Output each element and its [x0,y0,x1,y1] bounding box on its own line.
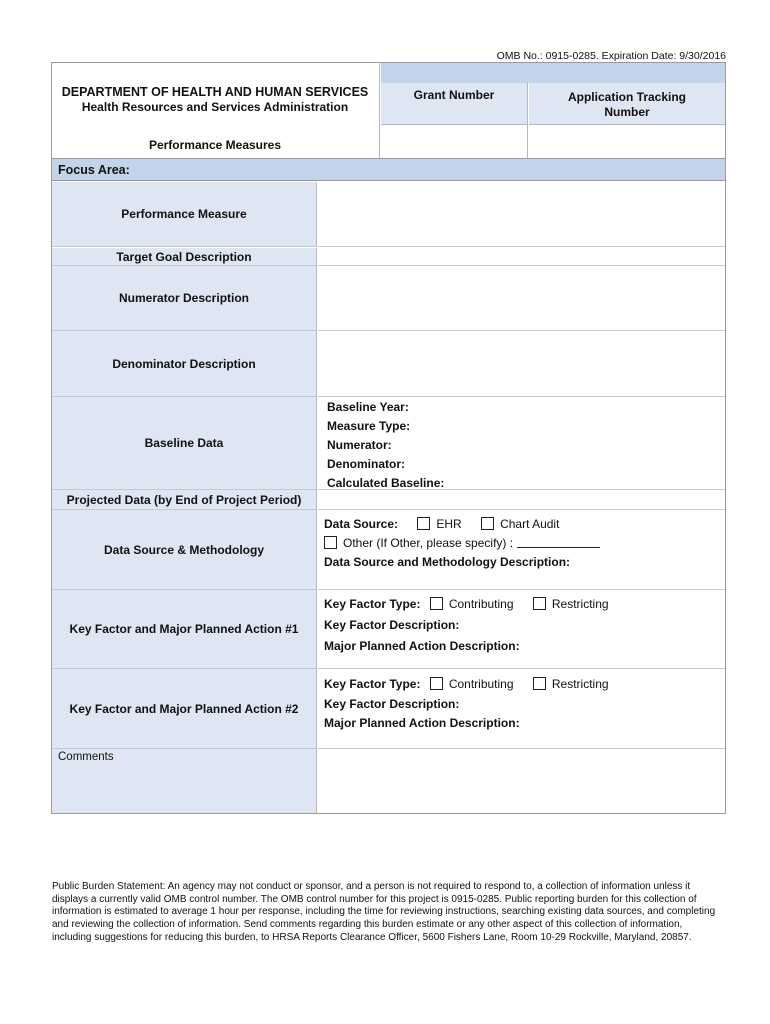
contributing-checkbox-2[interactable] [430,677,443,690]
comments-field[interactable] [318,749,725,813]
performance-measure-label: Performance Measure [52,182,317,247]
contributing-label: Contributing [448,677,514,691]
burden-line: and reviewing the collection of information. Send comments regarding this burden estimate or any other aspect of this collection of information, [52,919,683,931]
calculated-baseline-label: Calculated Baseline: [327,476,445,490]
agency-name: Health Resources and Services Administration [81,100,349,114]
burden-line: information is estimated to average 1 hour per response, including the time for reviewing instructions, searching existing data sources, and completing [52,906,716,918]
numerator-label: Numerator Description [52,266,317,331]
other-specify-blank[interactable] [517,537,600,548]
baseline-denominator-label: Denominator: [327,457,405,471]
tracking-label-line1: Application Tracking [567,90,687,104]
chart-audit-checkbox[interactable] [481,517,494,530]
contributing-label: Contributing [448,597,514,611]
baseline-data-label: Baseline Data [52,397,317,490]
target-goal-label: Target Goal Description [52,248,317,266]
focus-area-bar: Focus Area: [52,158,725,181]
projected-data-field[interactable] [318,490,725,510]
header-color-strip [381,63,725,83]
restricting-label: Restricting [551,677,609,691]
key-factor-description-label: Key Factor Description: [324,697,460,711]
projected-data-label: Projected Data (by End of Project Period) [52,490,317,510]
tracking-number-field[interactable] [529,125,725,158]
key-factor-1-field [318,590,725,669]
restricting-label: Restricting [551,597,609,611]
target-goal-field[interactable] [318,248,725,266]
tracking-number-header [529,83,725,125]
burden-line: including suggestions for reducing this burden, to HRSA Reports Clearance Officer, 5600 Fishers Lane, Room 10-29 Rockville, Maryland, 20857. [52,931,692,943]
comments-label: Comments [52,749,317,813]
major-action-description-label: Major Planned Action Description: [324,639,520,653]
grant-number-header: Grant Number [381,83,528,125]
tracking-label-line2: Number [604,105,650,119]
other-label: Other (If Other, please specify) : [343,536,514,550]
data-source-label: Data Source & Methodology [52,510,317,590]
baseline-data-field [318,397,725,490]
baseline-numerator-label: Numerator: [327,438,392,452]
burden-line: displays a currently valid OMB control number. The OMB control number for this project is 0915-0285. Public reporting burden for this collection of [52,893,697,905]
ehr-checkbox[interactable] [417,517,430,530]
chart-audit-label: Chart Audit [500,517,560,531]
grant-number-field[interactable] [381,125,528,158]
restricting-checkbox-2[interactable] [533,677,546,690]
form-title: Performance Measures [148,138,282,152]
key-factor-2-field [318,669,725,749]
data-source-field [318,510,725,590]
measure-type-label: Measure Type: [327,419,411,433]
data-source-caption: Data Source: [324,517,399,531]
key-factor-1-label: Key Factor and Major Planned Action #1 [52,590,317,669]
key-factor-type-label: Key Factor Type: [324,597,421,611]
other-checkbox[interactable] [324,536,337,549]
key-factor-type-label: Key Factor Type: [324,677,421,691]
denominator-label: Denominator Description [52,331,317,397]
numerator-field[interactable] [318,266,725,331]
key-factor-description-label: Key Factor Description: [324,618,460,632]
performance-measure-field[interactable] [318,182,725,247]
public-burden-statement [52,881,726,945]
department-name: DEPARTMENT OF HEALTH AND HUMAN SERVICES [61,85,369,99]
baseline-year-label: Baseline Year: [327,400,409,414]
major-action-description-label: Major Planned Action Description: [324,716,520,730]
contributing-checkbox-1[interactable] [430,597,443,610]
restricting-checkbox-1[interactable] [533,597,546,610]
burden-line: Public Burden Statement: An agency may not conduct or sponsor, and a person is not required to respond to, a collection of information unless it [52,881,691,892]
omb-notice: OMB No.: 0915-0285. Expiration Date: 9/30/2016 [496,50,726,62]
data-source-description-label: Data Source and Methodology Description: [324,555,571,569]
denominator-field[interactable] [318,331,725,397]
key-factor-2-label: Key Factor and Major Planned Action #2 [52,669,317,749]
ehr-label: EHR [436,517,462,531]
